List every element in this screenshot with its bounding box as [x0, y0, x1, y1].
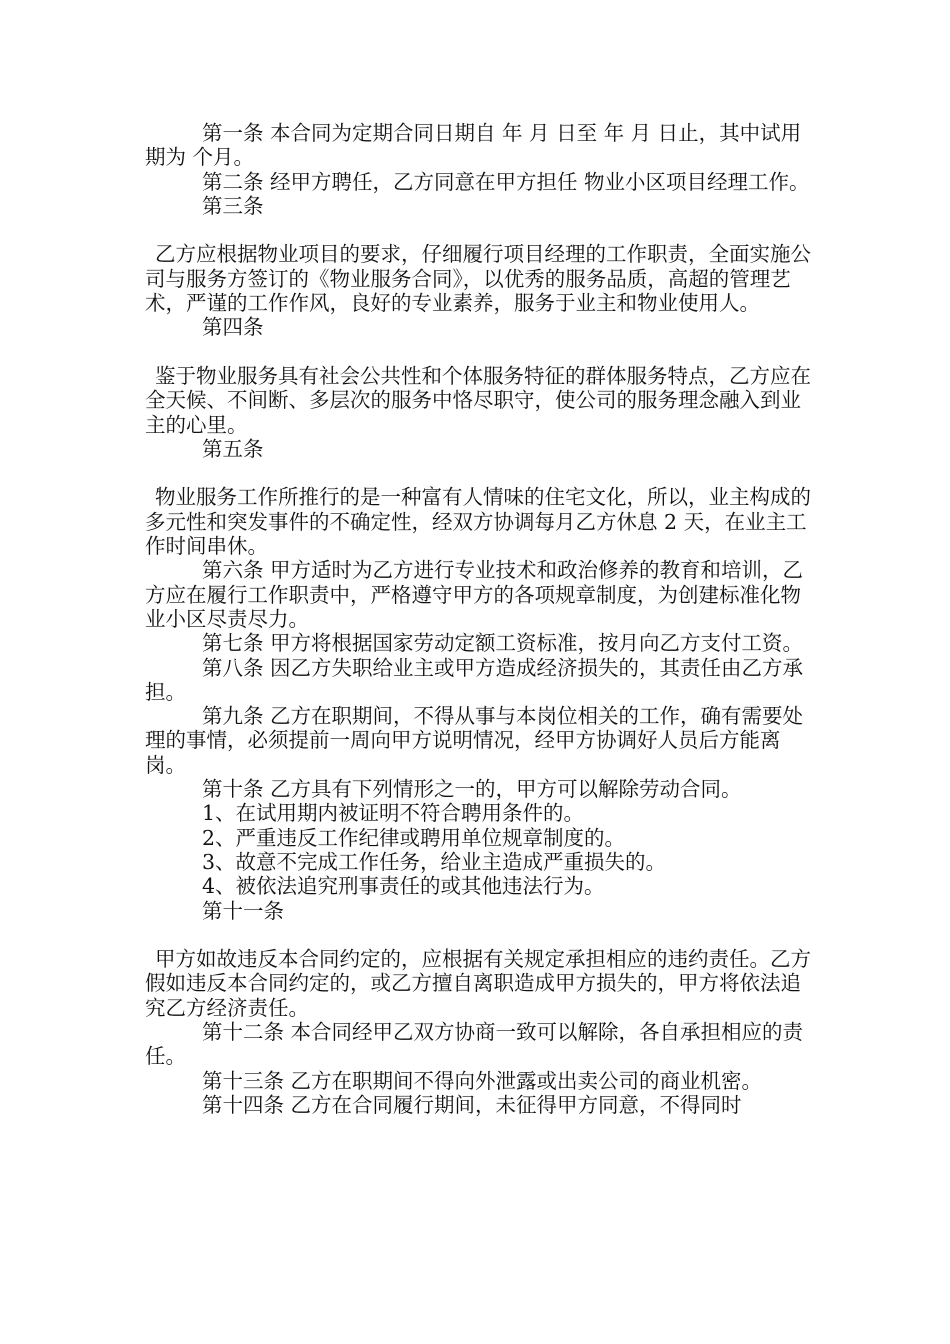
article-10-item-1: 1、在试用期内被证明不符合聘用条件的。: [202, 801, 585, 826]
article-10: 第十条 乙方具有下列情形之一的，甲方可以解除劳动合同。: [202, 777, 742, 802]
article-4-heading: 第四条: [202, 315, 264, 340]
article-3-heading: 第三条: [202, 193, 264, 218]
article-4-body: 鉴于物业服务具有社会公共性和个体服务特征的群体服务特点，乙方应在全天候、不间断、多层次的服务中恪尽职守，使公司的服务理念融入到业主的心里。: [145, 363, 811, 437]
article-5-body: 物业服务工作所推行的是一种富有人情味的住宅文化，所以，业主构成的多元性和突发事件的不确定性，经双方协调每月乙方休息 2 天，在业主工作时间串休。: [145, 485, 811, 559]
article-8: 第八条 因乙方失职给业主或甲方造成经济损失的，其责任由乙方承担。: [145, 655, 804, 704]
article-13: 第十三条 乙方在职期间不得向外泄露或出卖公司的商业机密。: [202, 1068, 763, 1093]
article-9: 第九条 乙方在职期间，不得从事与本岗位相关的工作，确有需要处理的事情，必须提前一周向甲方说明情况，经甲方协调好人员后方能离岗。: [145, 704, 804, 777]
article-10-item-2: 2、严重违反工作纪律或聘用单位规章制度的。: [202, 825, 626, 850]
article-11-body: 甲方如故违反本合同约定的，应根据有关规定承担相应的违约责任。乙方假如违反本合同约定的，或乙方擅自离职造成甲方损失的，甲方将依法追究乙方经济责任。: [145, 947, 811, 1020]
blank-line: [145, 218, 815, 242]
article-14: 第十四条 乙方在合同履行期间，未征得甲方同意，不得同时: [202, 1092, 742, 1117]
article-10-item-4: 4、被依法追究刑事责任的或其他违法行为。: [202, 874, 605, 899]
article-5-heading: 第五条: [202, 436, 264, 461]
article-10-item-3: 3、故意不完成工作任务，给业主造成严重损失的。: [202, 849, 667, 874]
blank-line: [145, 923, 815, 947]
blank-line: [145, 340, 815, 364]
article-12: 第十二条 本合同经甲乙双方协商一致可以解除，各自承担相应的责任。: [145, 1019, 804, 1069]
article-2: 第二条 经甲方聘任，乙方同意在甲方担任 物业小区项目经理工作。: [202, 169, 810, 194]
blank-line: [145, 461, 815, 485]
article-11-heading: 第十一条: [202, 898, 284, 923]
article-3-body: 乙方应根据物业项目的要求，仔细履行项目经理的工作职责，全面实施公司与服务方签订的《物业服务合同》，以优秀的服务品质，高超的管理艺术，严谨的工作作风，良好的专业素养，服务于业主和物业使用人。: [145, 242, 811, 316]
article-6: 第六条 甲方适时为乙方进行专业技术和政治修养的教育和培训，乙方应在履行工作职责中，严格遵守甲方的各项规章制度，为创建标准化物业小区尽责尽力。: [145, 558, 804, 631]
article-1: 第一条 本合同为定期合同日期自 年 月 日至 年 月 日止，其中试用期为 个月。: [145, 121, 802, 170]
contract-page: [145, 121, 815, 1117]
article-7: 第七条 甲方将根据国家劳动定额工资标准，按月向乙方支付工资。: [202, 631, 804, 656]
